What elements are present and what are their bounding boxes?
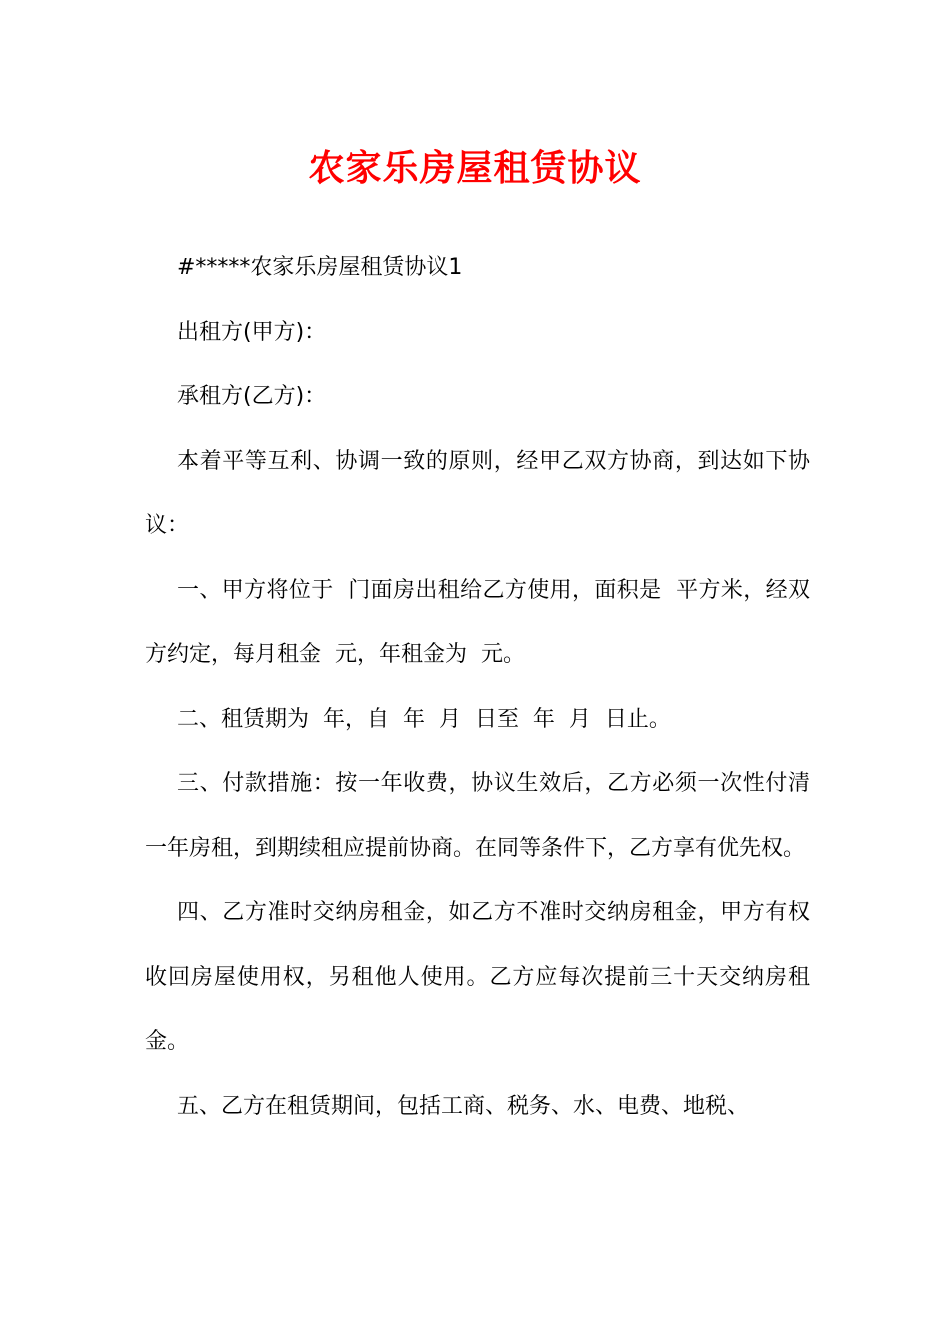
paragraph-clause-1: 一、甲方将位于 门面房出租给乙方使用，面积是 平方米，经双方约定，每月租金 元，年租金为 元。	[145, 577, 810, 667]
paragraph-clause-2: 二、租赁期为 年，自 年 月 日至 年 月 日止。	[177, 706, 671, 732]
paragraph-clause-4: 四、乙方准时交纳房租金，如乙方不准时交纳房租金，甲方有权收回房屋使用权，另租他人使用。乙方应每次提前三十天交纳房租金。	[145, 900, 810, 1054]
paragraph-clause-5: 五、乙方在租赁期间，包括工商、税务、水、电费、地税、	[177, 1093, 750, 1119]
document-title: 农家乐房屋租赁协议	[308, 148, 642, 189]
paragraph-preamble: 本着平等互利、协调一致的原则，经甲乙双方协商，到达如下协议：	[145, 448, 810, 538]
paragraph-heading: #*****农家乐房屋租赁协议1	[177, 255, 463, 280]
paragraph-clause-3: 三、付款措施：按一年收费，协议生效后，乙方必须一次性付清一年房租，到期续租应提前协商。在同等条件下，乙方享有优先权。	[145, 771, 810, 861]
paragraph-lessee: 承租方(乙方)：	[177, 384, 327, 409]
document-body	[145, 236, 810, 1139]
paragraph-lessor: 出租方(甲方)：	[177, 319, 327, 345]
